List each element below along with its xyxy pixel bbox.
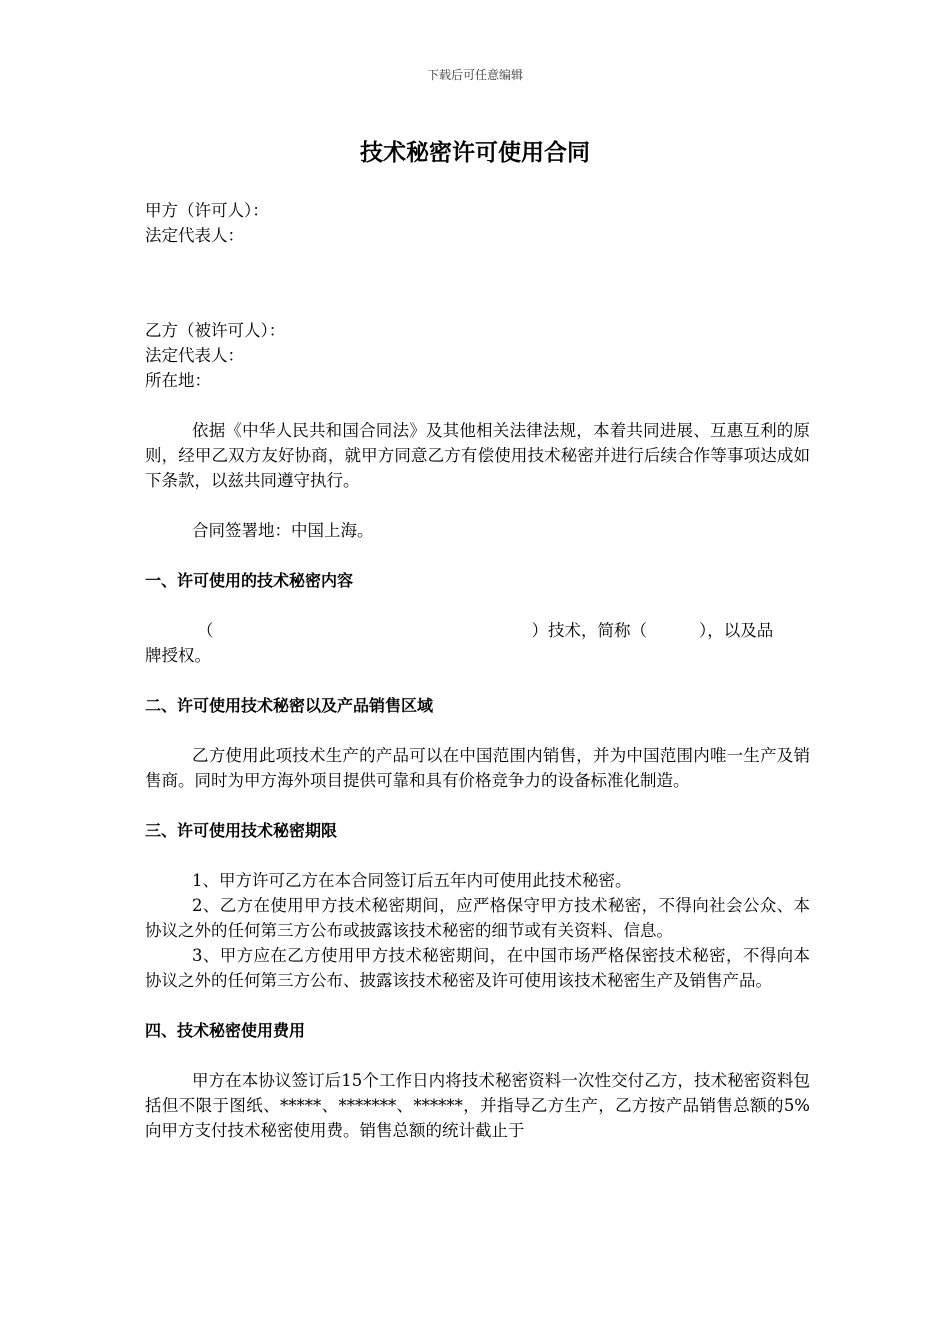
section-1-continuation: 牌授权。 [145,646,211,665]
intro-paragraph: 依据《中华人民共和国合同法》及其他相关法律法规，本着共同进展、互惠互利的原则，经甲乙双方友好协商，就甲方同意乙方有偿使用技术秘密并进行后续合作等事项达成如下条款，以兹共同遵守执行。 [145,421,810,490]
page-header-note: 下载后可任意编辑 [426,68,523,82]
party-b-label: 乙方（被许可人）： [145,321,286,340]
section-2-heading: 二、许可使用技术秘密以及产品销售区域 [145,696,434,715]
section-3-item-3: 3、甲方应在乙方使用甲方技术秘密期间，在中国市场严格保密技术秘密，不得向本协议之外的任何第三方公布、披露该技术秘密及许可使用该技术秘密生产及销售产品。 [145,946,810,990]
section-3-item-1: 1、甲方许可乙方在本合同签订后五年内可使用此技术秘密。 [192,871,632,890]
section-1-mid-text: ）技术，简称（ [531,621,647,640]
section-3-heading: 三、许可使用技术秘密期限 [145,821,338,840]
party-a-label: 甲方（许可人）： [145,201,269,220]
party-b-representative: 法定代表人： [145,346,244,365]
party-b-address: 所在地： [145,371,211,390]
signing-place: 合同签署地：中国上海。 [192,521,374,540]
section-3-item-2: 2、乙方在使用甲方技术秘密期间，应严格保守甲方技术秘密，不得向社会公众、本协议之外的任何第三方公布或披露该技术秘密的细节或有关资料、信息。 [145,896,810,940]
section-1-heading: 一、许可使用的技术秘密内容 [145,571,354,590]
section-2-paragraph: 乙方使用此项技术生产的产品可以在中国范围内销售，并为中国范围内唯一生产及销售商。同时为甲方海外项目提供可靠和具有价格竞争力的设备标准化制造。 [145,746,810,790]
section-1-fill-line [145,618,810,643]
document-body [145,198,810,1143]
section-4-paragraph: 甲方在本协议签订后15个工作日内将技术秘密资料一次性交付乙方，技术秘密资料包括但不限于图纸、*****、*******、******，并指导乙方生产，乙方按产品销售总额的5%向甲方支付技术秘密使用费。销售总额的统计截止于 [145,1071,810,1140]
party-a-representative: 法定代表人： [145,226,244,245]
document-title: 技术秘密许可使用合同 [360,140,590,166]
section-4-heading: 四、技术秘密使用费用 [145,1021,306,1040]
section-1-tail-text: ），以及品 [699,621,774,640]
section-1-open-paren: （ [197,621,214,640]
